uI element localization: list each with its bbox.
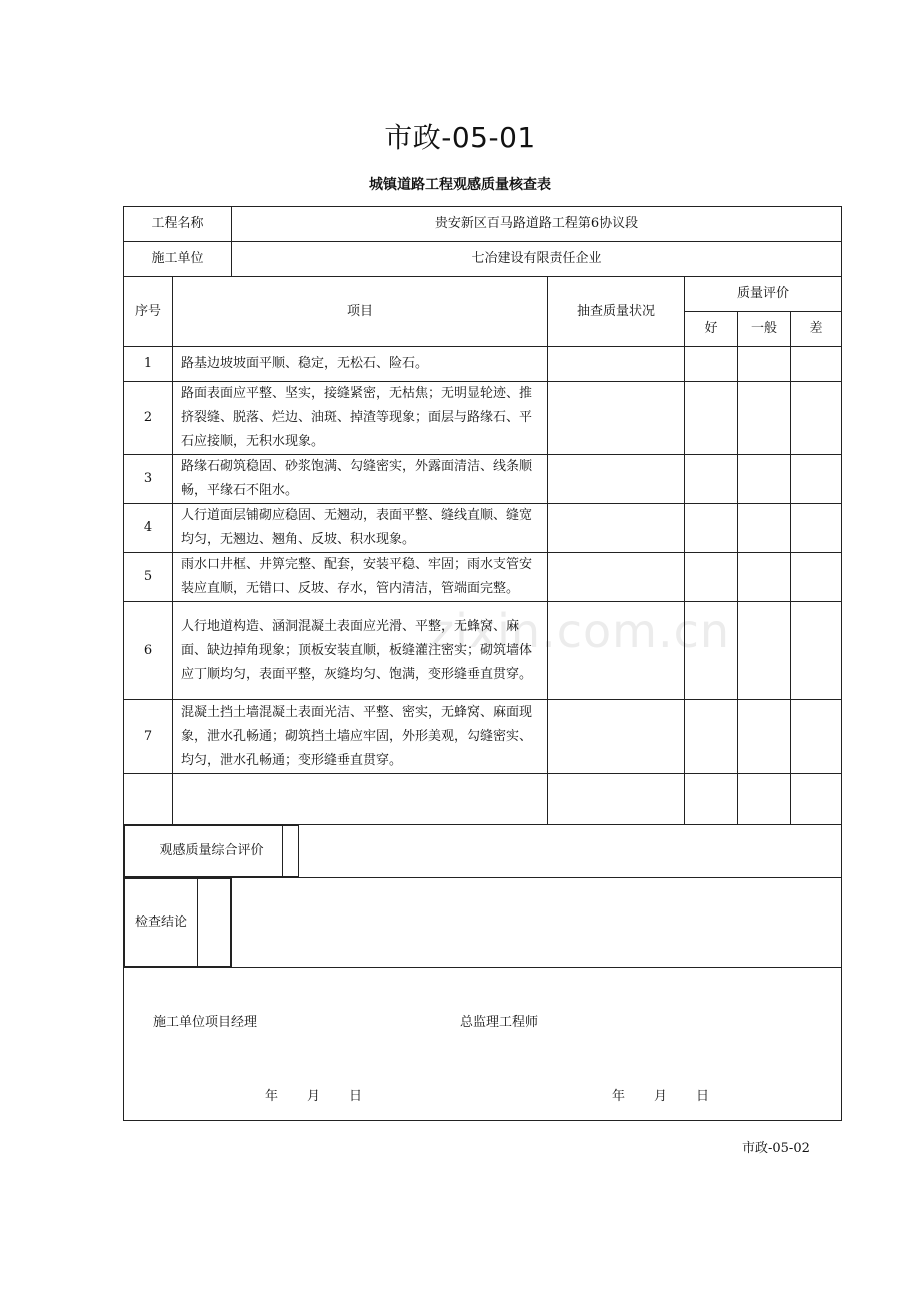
item-header: 项目 [173,277,548,347]
form-code-title: 市政-05-01 [384,121,536,154]
project-name-value: 贵安新区百马路道路工程第6协议段 [232,207,842,242]
check-header: 抽查质量状况 [548,277,685,347]
row-poor-cell[interactable] [791,553,842,602]
row-fair-cell[interactable] [738,700,791,774]
row-poor-cell[interactable] [791,700,842,774]
row-fair-cell[interactable] [738,602,791,700]
inspection-table [123,206,842,1121]
row-fair-cell[interactable] [738,504,791,553]
row-check-cell[interactable] [548,455,685,504]
row-number: 7 [124,700,173,774]
row-check-cell[interactable] [548,553,685,602]
row-item-text: 人行道面层铺砌应稳固、无翘动，表面平整、缝线直顺、缝宽均匀，无翘边、翘角、反坡、积水现象。 [173,504,548,553]
row-item-text: 路面表面应平整、坚实，接缝紧密，无枯焦；无明显轮迹、推挤裂缝、脱落、烂边、油斑、掉渣等现象；面层与路缘石、平石应接顺，无积水现象。 [173,382,548,455]
row-item-text: 人行地道构造、涵洞混凝土表面应光滑、平整，无蜂窝、麻面、缺边掉角现象；顶板安装直顺，板缝灌注密实；砌筑墙体应丁顺均匀，表面平整，灰缝均匀、饱满，变形缝垂直贯穿。 [173,602,548,700]
overall-evaluation-field-ext[interactable] [283,825,842,878]
row-poor-cell[interactable] [791,602,842,700]
row-poor-cell[interactable] [791,774,842,825]
contractor-value: 七冶建设有限责任企业 [232,242,842,277]
row-good-cell[interactable] [685,504,738,553]
table-row [124,553,842,602]
project-manager-label: 施工单位项目经理 [153,1015,258,1030]
row-good-cell[interactable] [685,700,738,774]
form-title: 城镇道路工程观感质量核查表 [369,177,551,193]
row-item-text: 混凝土挡土墙混凝土表面光洁、平整、密实，无蜂窝、麻面现象，泄水孔畅通；砌筑挡土墙应牢固，外形美观，勾缝密实、均匀，泄水孔畅通；变形缝垂直贯穿。 [173,700,548,774]
table-row [124,382,842,455]
row-item-text[interactable] [173,774,548,825]
row-good-cell[interactable] [685,553,738,602]
poor-header: 差 [791,312,842,347]
footer-code: 市政-05-02 [742,1141,810,1156]
rating-header: 质量评价 [685,277,842,312]
seq-header: 序号 [124,277,173,347]
row-number: 3 [124,455,173,504]
row-number: 5 [124,553,173,602]
conclusion-row [124,878,842,968]
table-row [124,347,842,382]
conclusion-label: 检查结论 [125,879,198,967]
row-fair-cell[interactable] [738,553,791,602]
row-number: 2 [124,382,173,455]
row-check-cell[interactable] [548,504,685,553]
table-row-empty [124,774,842,825]
row-item-text: 路基边坡坡面平顺、稳定，无松石、险石。 [173,347,548,382]
row-check-cell[interactable] [548,382,685,455]
chief-supervisor-label: 总监理工程师 [460,1015,539,1030]
pm-day: 日 [349,1089,363,1104]
table-row [124,504,842,553]
table-row [124,455,842,504]
project-name-row [124,207,842,242]
overall-evaluation-label: 观感质量综合评价 [125,826,299,877]
project-name-label: 工程名称 [124,207,232,242]
watermark: zixin.com.cn [430,604,731,658]
row-item-text: 雨水口井框、井箅完整、配套，安装平稳、牢固；雨水支管安装应直顺，无错口、反坡、存水，管内清洁，管端面完整。 [173,553,548,602]
row-check-cell[interactable] [548,347,685,382]
row-item-text: 路缘石砌筑稳固、砂浆饱满、勾缝密实，外露面清洁、线条顺畅，平缘石不阻水。 [173,455,548,504]
conclusion-field[interactable] [198,879,231,967]
supervisor-day: 日 [696,1089,710,1104]
row-fair-cell[interactable] [738,382,791,455]
row-good-cell[interactable] [685,774,738,825]
pm-month: 月 [307,1089,321,1104]
column-header-row [124,277,842,312]
pm-year: 年 [265,1089,279,1104]
row-poor-cell[interactable] [791,347,842,382]
table-row [124,602,842,700]
row-poor-cell[interactable] [791,504,842,553]
table-row [124,700,842,774]
row-check-cell[interactable] [548,700,685,774]
row-fair-cell[interactable] [738,347,791,382]
signature-row [124,968,842,1121]
good-header: 好 [685,312,738,347]
row-number [124,774,173,825]
fair-header: 一般 [738,312,791,347]
row-poor-cell[interactable] [791,455,842,504]
row-number: 6 [124,602,173,700]
row-good-cell[interactable] [685,382,738,455]
supervisor-month: 月 [654,1089,668,1104]
row-check-cell[interactable] [548,774,685,825]
row-good-cell[interactable] [685,602,738,700]
row-good-cell[interactable] [685,455,738,504]
row-number: 4 [124,504,173,553]
row-poor-cell[interactable] [791,382,842,455]
signature-block [124,968,841,1109]
contractor-row [124,242,842,277]
conclusion-field-ext[interactable] [232,878,842,968]
row-number: 1 [124,347,173,382]
supervisor-year: 年 [612,1089,626,1104]
overall-evaluation-row [124,825,842,878]
row-fair-cell[interactable] [738,774,791,825]
contractor-label: 施工单位 [124,242,232,277]
row-good-cell[interactable] [685,347,738,382]
row-fair-cell[interactable] [738,455,791,504]
row-check-cell[interactable] [548,602,685,700]
